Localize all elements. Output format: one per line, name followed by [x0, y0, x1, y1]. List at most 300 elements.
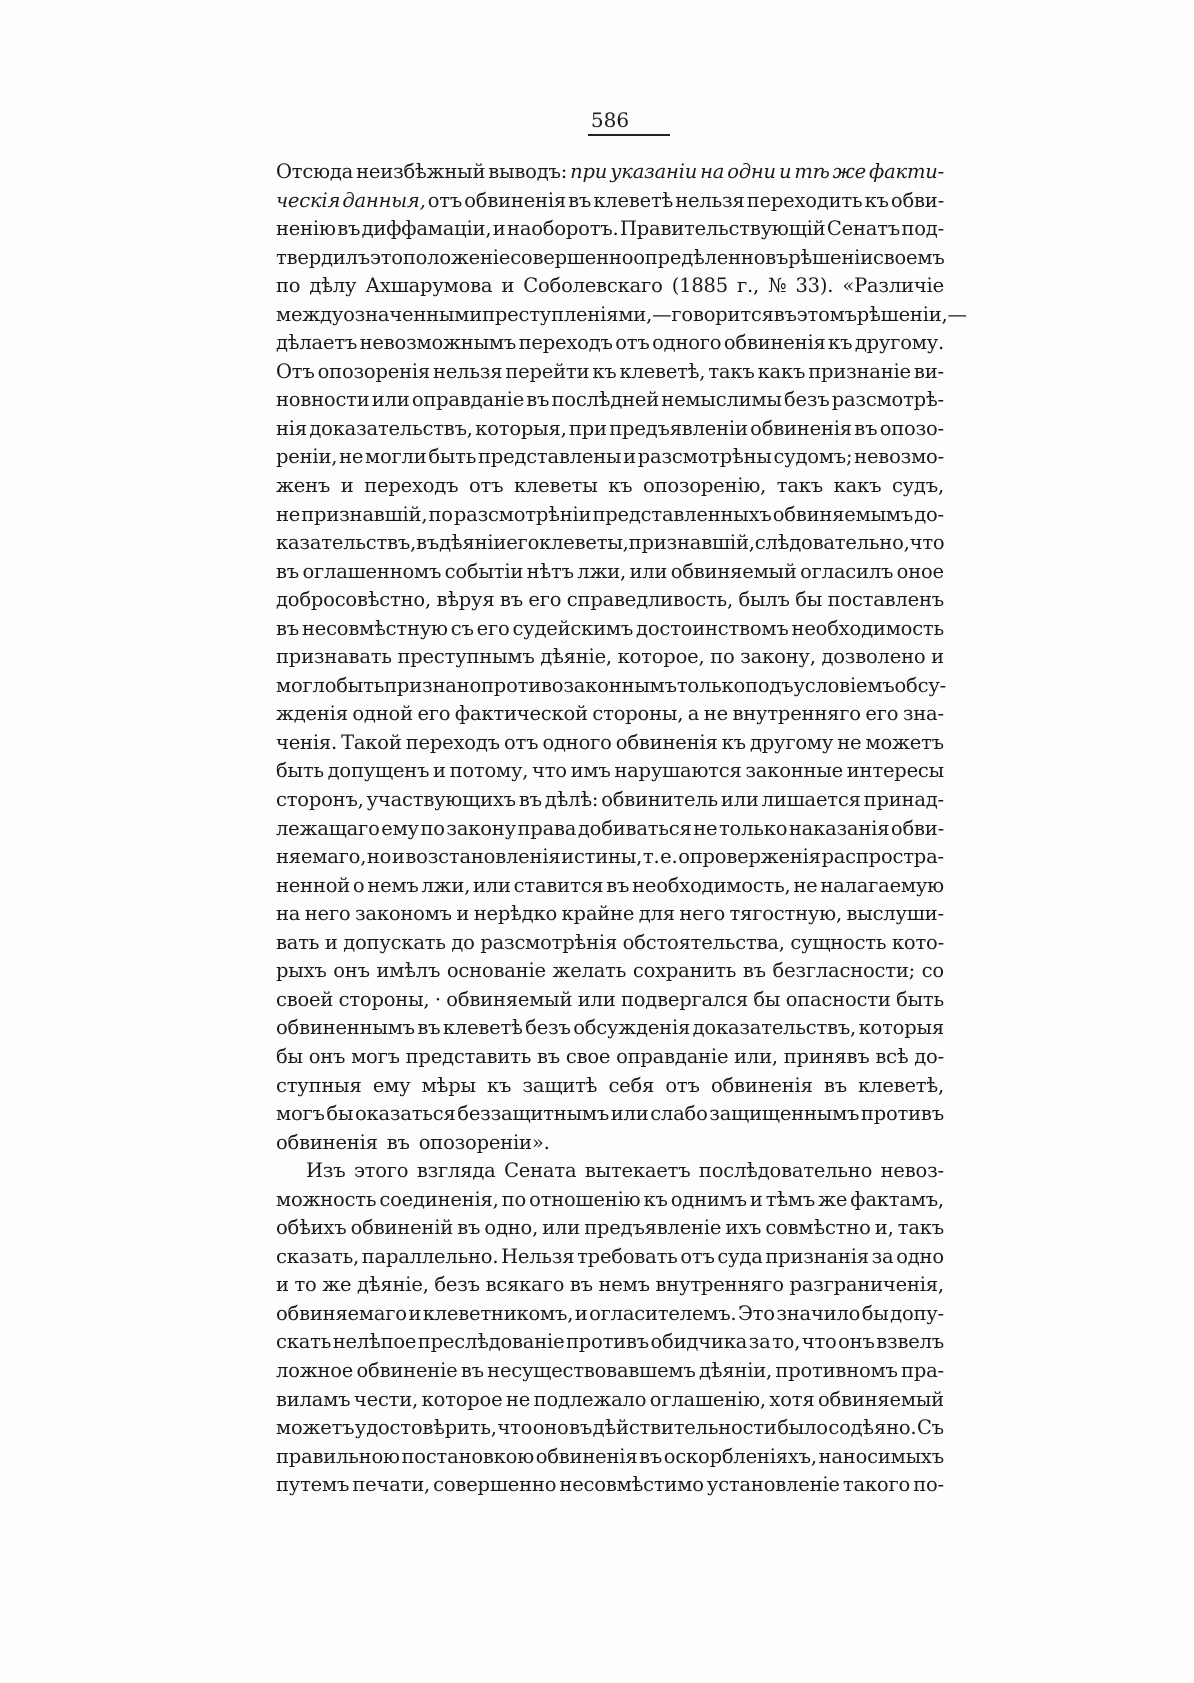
word: признавшій, [628, 531, 755, 555]
word: и [778, 160, 792, 183]
word: и [623, 445, 636, 469]
word: всякаго [485, 1273, 565, 1297]
word: налагаемую [820, 873, 944, 897]
word: послѣдней [551, 388, 660, 412]
word: распростра- [821, 845, 944, 869]
word: и [391, 845, 405, 869]
word: такъ [708, 359, 755, 383]
word: опасности [785, 987, 891, 1011]
word: безъ [434, 1273, 480, 1297]
word: необходимость [791, 616, 944, 640]
word: оскорбленіяхъ, [663, 1444, 817, 1468]
word: вытекаетъ [584, 1159, 691, 1183]
word: по [501, 1187, 527, 1211]
word: ченія. [276, 730, 337, 754]
word: къ [643, 1187, 668, 1211]
word: слабо [650, 1102, 708, 1126]
word: въ [765, 245, 789, 269]
word: можетъ [276, 1416, 355, 1440]
word: въ [569, 1273, 593, 1297]
word: подвергался [620, 987, 748, 1011]
word: невоз- [880, 1159, 944, 1183]
word: одни [727, 160, 776, 183]
text-line [276, 757, 944, 786]
word: признавшій, [301, 502, 428, 526]
word: Сенатъ [826, 217, 900, 241]
text-line [276, 301, 967, 330]
word: несуществовавшемъ [487, 1358, 696, 1382]
word: принявъ [783, 1044, 870, 1068]
word: судейскимъ [512, 616, 634, 640]
word: ненію [276, 217, 336, 241]
word: обсужденія [573, 1016, 691, 1040]
word: подлежало [533, 1387, 647, 1411]
word: за [871, 1244, 894, 1268]
word: сущность [790, 930, 887, 954]
word: т. [642, 845, 660, 869]
word: въ [854, 416, 878, 440]
word: противномъ [775, 1358, 898, 1382]
word: въ [569, 1416, 593, 1440]
word: дѣяніе, [357, 1273, 429, 1297]
word: слѣдовательно, [754, 531, 910, 555]
word: подъ [745, 673, 794, 697]
word: обвиненія [464, 188, 566, 212]
text-line [276, 329, 944, 358]
word: себя [608, 1073, 655, 1097]
word: или [371, 388, 410, 412]
word: можетъ [865, 730, 944, 754]
word: виламъ [276, 1387, 351, 1411]
word: Отсюда [276, 160, 354, 183]
word: выслуши- [846, 902, 944, 926]
word: содѣяно. [828, 1416, 917, 1440]
word: защитѣ [522, 1073, 598, 1097]
word: не [339, 445, 364, 469]
text-line [276, 1014, 944, 1043]
page-number-rule [588, 134, 670, 136]
word: не [276, 502, 301, 526]
word: значило [776, 1301, 861, 1325]
word: параллельно. [361, 1244, 499, 1268]
word: ви- [913, 359, 944, 383]
word: закону [446, 816, 516, 840]
word: невозмо- [854, 445, 944, 469]
word: онъ [333, 959, 370, 983]
word: предъявленіе [584, 1216, 722, 1240]
word: можность [276, 1187, 377, 1211]
word: беззащитнымъ [457, 1102, 610, 1126]
word: въ [526, 388, 550, 412]
word: клеветѣ [442, 1016, 523, 1040]
word: въ [606, 873, 630, 897]
word: крайне [561, 902, 635, 926]
word: клеветѣ [593, 188, 674, 212]
word: зна- [902, 702, 944, 726]
word: совершенно [510, 245, 634, 269]
word: нерѣдко [473, 902, 558, 926]
text-line [276, 1443, 944, 1472]
word: возстановленія [405, 845, 561, 869]
word: которыя [858, 1016, 944, 1040]
word: не [693, 816, 718, 840]
word: новности [276, 388, 370, 412]
text-line [276, 672, 944, 701]
word: съ [450, 616, 474, 640]
word: разсмотрѣны [637, 445, 772, 469]
word: ему [372, 1073, 411, 1097]
word: кото- [891, 930, 944, 954]
word: же [818, 1187, 848, 1211]
text-line [276, 215, 944, 244]
word: дѣяніи [439, 531, 507, 555]
word: необходимость, [632, 873, 791, 897]
word: клеветѣ, [619, 359, 706, 383]
word: неизбѣжный [356, 160, 486, 183]
word: то, [772, 1330, 801, 1354]
word: бы [276, 1044, 303, 1068]
word: невозможнымъ [359, 331, 517, 355]
word: бы [326, 1102, 354, 1126]
word: и [456, 902, 470, 926]
word: на [700, 160, 725, 183]
word: судомъ; [773, 445, 853, 469]
word: къ [592, 359, 617, 383]
word: переходъ [405, 730, 500, 754]
word: переходъ [364, 474, 459, 498]
word: онъ [838, 1330, 875, 1354]
word: диффамаціи, [361, 217, 492, 241]
word: обвиненія [750, 416, 852, 440]
word: не [837, 730, 862, 754]
word: въ [337, 217, 361, 241]
word: рыхъ [276, 959, 327, 983]
text-line [276, 272, 944, 301]
word: преступнымъ [397, 645, 535, 669]
word: обвиняемый [670, 559, 797, 583]
word: въ [460, 1358, 484, 1382]
word: требовать [577, 1244, 678, 1268]
word: къ [487, 1073, 512, 1097]
word: признанія [765, 1244, 869, 1268]
word: же [322, 1273, 352, 1297]
word: факти- [869, 160, 944, 183]
word: или [610, 1102, 649, 1126]
word: опозореніи». [418, 1130, 550, 1154]
word: условіемъ [793, 673, 895, 697]
word: по- [913, 1473, 944, 1497]
word: стороны, [338, 987, 430, 1011]
word: къ [721, 730, 746, 754]
text-line [276, 1414, 944, 1443]
text-line [276, 358, 944, 387]
word: его [506, 531, 540, 555]
word: опредѣленно [633, 245, 766, 269]
word: наносимыхъ [818, 1444, 944, 1468]
word: путемъ [276, 1473, 350, 1497]
word: сказать, [276, 1244, 359, 1268]
word: внутренняго [655, 1273, 784, 1297]
word: къ [828, 331, 853, 355]
word: одно, [484, 1216, 539, 1240]
word: разсмотрѣніи [453, 502, 592, 526]
word: вать [276, 930, 320, 954]
word: бы [861, 1301, 889, 1325]
word: могъ [276, 1102, 325, 1126]
word: немъ [367, 873, 419, 897]
text-line [276, 1129, 944, 1158]
word: или [577, 987, 616, 1011]
word: указаніи [610, 160, 698, 183]
word: представленныхъ [592, 502, 772, 526]
word: закону, [740, 645, 816, 669]
word: между [276, 302, 344, 326]
word: ческія [276, 188, 341, 212]
word: немыслимы [661, 388, 782, 412]
word: что [801, 1330, 837, 1354]
word: до [451, 930, 475, 954]
text-line [276, 443, 944, 472]
word: противъ [565, 1330, 649, 1354]
word: одного [652, 331, 722, 355]
word: но [366, 845, 392, 869]
word: опозо- [879, 416, 944, 440]
word: преступленіями,—говорится [482, 302, 774, 326]
word: ихъ [725, 1216, 762, 1240]
word: вѣруя [436, 588, 495, 612]
word: что [909, 531, 945, 555]
text-line [276, 187, 944, 216]
word: обсу- [894, 673, 946, 697]
word: совершенно [433, 1473, 557, 1497]
word: истины, [561, 845, 643, 869]
word: при [568, 416, 607, 440]
word: могло [276, 673, 337, 697]
word: внутренняго [732, 702, 861, 726]
word: своемъ [873, 245, 945, 269]
word: участвующихъ [366, 788, 516, 812]
text-line [276, 586, 944, 615]
word: обидчика [650, 1330, 748, 1354]
word: по [428, 502, 453, 526]
word: и [340, 474, 354, 498]
word: обвиняемый [446, 987, 573, 1011]
word: хотя [769, 1387, 815, 1411]
word: этомъ [796, 302, 857, 326]
word: обѣихъ [276, 1216, 347, 1240]
word: отъ [615, 331, 650, 355]
word: и [749, 1187, 763, 1211]
word: этого [353, 1159, 409, 1183]
word: о [352, 873, 365, 897]
word: одного [542, 730, 612, 754]
word: оказаться [354, 1102, 456, 1126]
word: которое, [617, 645, 705, 669]
word: законные [745, 759, 844, 783]
word: которое [421, 1387, 503, 1411]
word: потому, [449, 759, 529, 783]
word: тѣмъ [765, 1187, 816, 1211]
word: жденія [276, 702, 348, 726]
word: по [710, 645, 735, 669]
word: закономъ [354, 902, 452, 926]
word: въ [457, 1216, 481, 1240]
word: оправданіе [411, 388, 525, 412]
word: было [777, 1416, 828, 1440]
word: къ [608, 474, 633, 498]
word: признано [384, 673, 482, 697]
word: желать [552, 959, 627, 983]
word: до- [914, 1044, 944, 1068]
word: другому. [854, 331, 944, 355]
word: разсмотрѣ- [831, 388, 944, 412]
word: дѣлу [309, 274, 357, 298]
word: обвиненія [710, 1073, 813, 1097]
word: обвиненнымъ [276, 1016, 415, 1040]
word: пра- [901, 1358, 944, 1382]
word: г., [737, 274, 760, 298]
word: тѣ [794, 160, 830, 183]
word: противъ [860, 1102, 944, 1126]
word: въ [518, 788, 542, 812]
word: установленіе [706, 1473, 840, 1497]
word: лжи, [577, 559, 626, 583]
word: по [420, 816, 445, 840]
word: въ [568, 188, 592, 212]
word: данныя, [342, 188, 426, 212]
word: взвелъ [876, 1330, 944, 1354]
word: въ [276, 616, 299, 640]
word: такъ [897, 1216, 944, 1240]
word: отъ [427, 188, 463, 212]
word: со [921, 959, 944, 983]
word: фактической [454, 702, 588, 726]
word: стороны, [592, 702, 684, 726]
word: быть [896, 987, 944, 1011]
word: тягостную, [729, 902, 842, 926]
word: защищеннымъ [709, 1102, 860, 1126]
word: удостовѣрить, [354, 1416, 497, 1440]
word: нельзя [675, 188, 745, 212]
word: нѣтъ [526, 559, 574, 583]
word: судъ, [891, 474, 944, 498]
word: клеветѣ, [858, 1073, 944, 1097]
word: обви- [890, 188, 944, 212]
word: такого [842, 1473, 911, 1497]
word: суда [717, 1244, 763, 1268]
word: одной [352, 702, 413, 726]
word: обви- [890, 816, 944, 840]
text-line [276, 1072, 944, 1101]
word: бы [753, 987, 781, 1011]
word: что [532, 759, 567, 783]
word: быть [428, 445, 477, 469]
word: предъявленіи [609, 416, 748, 440]
word: Ахшарумова [365, 274, 493, 298]
word: обвиненія [276, 1130, 378, 1154]
word: имъ [570, 759, 611, 783]
word: всѣ [875, 1044, 909, 1068]
word: послѣдовательно [698, 1159, 873, 1183]
word: какъ [833, 474, 882, 498]
word: дѣяніи, [698, 1358, 773, 1382]
word: правильною [276, 1444, 400, 1468]
word: въ [537, 1044, 561, 1068]
word: обвинитель [601, 788, 718, 812]
word: оглашенію, [649, 1387, 766, 1411]
word: и [324, 930, 338, 954]
word: огласилъ [800, 559, 894, 583]
word: выводъ: [488, 160, 568, 183]
word: скать [276, 1330, 332, 1354]
word: · [434, 987, 441, 1011]
text-line [276, 501, 944, 530]
text-line [276, 1271, 944, 1300]
word: въ [639, 1444, 663, 1468]
word: отъ [680, 1244, 715, 1268]
word: под- [901, 217, 944, 241]
word: обвиненія [535, 1444, 638, 1468]
word: добросовѣстно, [276, 588, 431, 612]
word: Отъ [276, 359, 315, 383]
word: дѣлѣ: [544, 788, 599, 812]
text-line [276, 1328, 944, 1357]
word: соединенія, [379, 1187, 499, 1211]
word: клеветникомъ, [422, 1301, 574, 1325]
word: рѣшеніи,— [856, 302, 967, 326]
word: переходъ [518, 331, 613, 355]
word: отъ [665, 1073, 700, 1097]
word: взгляда [416, 1159, 496, 1183]
word: клеветы, [539, 531, 629, 555]
word: отъ [503, 730, 539, 754]
word: основаніе [446, 959, 546, 983]
word: дѣяніе, [540, 645, 612, 669]
word: мѣры [421, 1073, 476, 1097]
word: женъ [276, 474, 331, 498]
text-line [276, 957, 944, 986]
word: могъ [351, 1044, 400, 1068]
word: оправданіе [616, 1044, 729, 1068]
word: нарушаются [614, 759, 742, 783]
word: доказательствъ, [309, 416, 473, 440]
word: и, [874, 1216, 894, 1240]
word: опозоренію, [643, 474, 767, 498]
word: № [768, 274, 787, 298]
word: былъ [738, 588, 790, 612]
word: онъ [308, 1044, 346, 1068]
word: него [679, 902, 726, 926]
text-line [276, 1243, 944, 1272]
word: положеніе [402, 245, 511, 269]
word: добиваться [577, 816, 692, 840]
word: или, [734, 1044, 778, 1068]
text-line [276, 786, 944, 815]
word: признавать [276, 645, 392, 669]
word: оно [532, 1416, 569, 1440]
word: безгласности; [772, 959, 916, 983]
word: Съ [916, 1416, 944, 1440]
word: сторонъ, [276, 788, 364, 812]
word: фактамъ, [850, 1187, 944, 1211]
word: поставленъ [827, 588, 944, 612]
word: интересы [846, 759, 944, 783]
word: оглашенномъ [302, 559, 442, 583]
word: твердилъ [276, 245, 370, 269]
word: принад- [863, 788, 944, 812]
word: нельзя [433, 359, 503, 383]
word: его [417, 702, 451, 726]
